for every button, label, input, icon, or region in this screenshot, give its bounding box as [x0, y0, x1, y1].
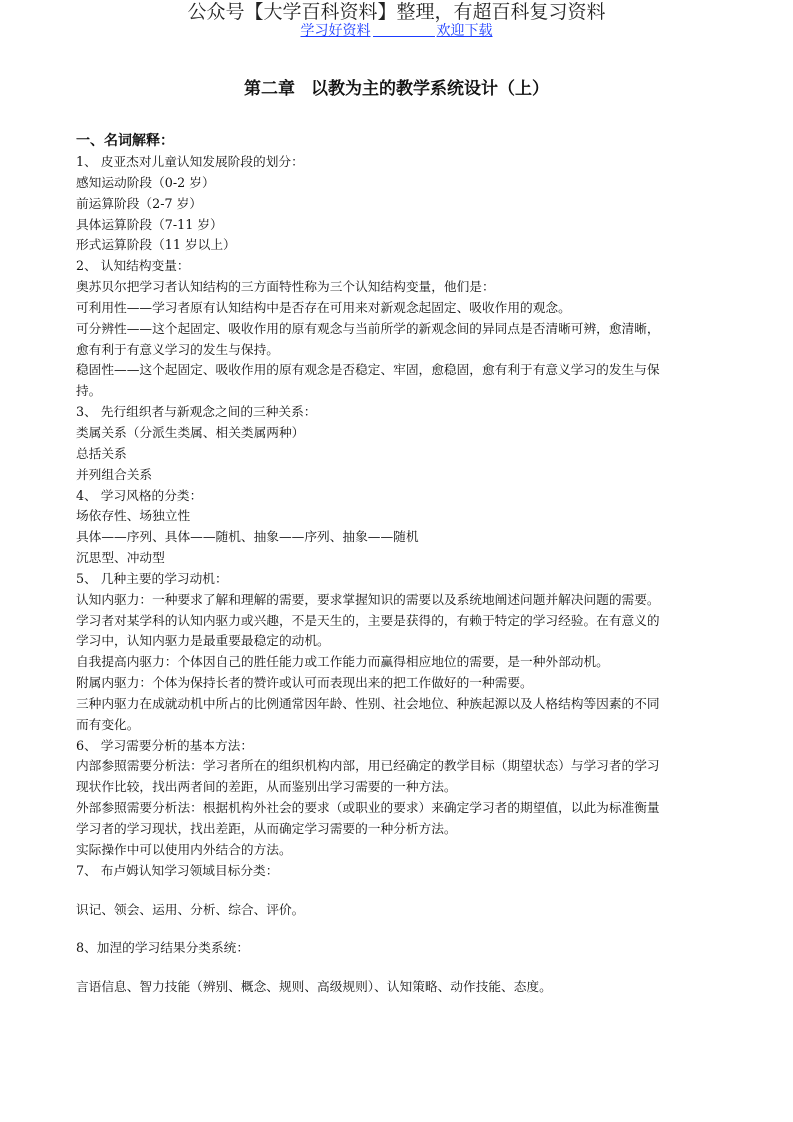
item8-heading: 8、加涅的学习结果分类系统：	[76, 940, 250, 956]
header-banner: 公众号【大学百科资料】整理，有超百科复习资料	[187, 1, 606, 23]
text-line: 外部参照需要分析法：根据机构外社会的要求（或职业的要求）来确定学习者的期望值，以此为标准衡量	[76, 800, 660, 816]
chapter-name: 以教为主的教学系统设计（上）	[311, 79, 549, 99]
text-line: 1、 皮亚杰对儿童认知发展阶段的划分：	[76, 154, 304, 169]
text-line: 具体——序列、具体——随机、抽象——序列、抽象——随机	[76, 529, 419, 545]
text-line: 自我提高内驱力：个体因自己的胜任能力或工作能力而赢得相应地位的需要，是一种外部动机。	[76, 654, 609, 670]
text-line: 类属关系（分派生类属、相关类属两种）	[76, 424, 305, 440]
text-line: 稳固性——这个起固定、吸收作用的原有观念是否稳定、牢固，愈稳固，愈有利于有意义学习的发生与保	[76, 362, 660, 378]
link-underline-gap	[373, 24, 435, 37]
text-line: 三种内驱力在成就动机中所占的比例通常因年龄、性别、社会地位、种族起源以及人格结构等因素的不同	[76, 695, 660, 711]
text-line: 总括关系	[76, 445, 127, 461]
text-line: 6、 学习需要分析的基本方法：	[76, 737, 254, 753]
text-line: 现状作比较，找出两者间的差距，从而鉴别出学习需要的一种方法。	[76, 779, 457, 795]
text-line: 沉思型、冲动型	[76, 550, 165, 566]
text-line: 学习者的学习现状，找出差距，从而确定学习需要的一种分析方法。	[76, 821, 457, 836]
text-line: 可分辨性——这个起固定、吸收作用的原有观念与当前所学的新观念间的异同点是否清晰可辨，愈清晰，	[76, 320, 660, 336]
text-line: 学习中，认知内驱力是最重要最稳定的动机。	[76, 633, 330, 649]
text-line: 奥苏贝尔把学习者认知结构的三方面特性称为三个认知结构变量，他们是：	[76, 279, 495, 295]
text-line: 2、 认知结构变量：	[76, 258, 190, 274]
text-line: 场依存性、场独立性	[76, 508, 191, 524]
chapter-title	[0, 77, 793, 101]
link-welcome-download[interactable]: 欢迎下载	[436, 23, 493, 39]
text-line: 附属内驱力：个体为保持长者的赞许或认可而表现出来的把工作做好的一种需要。	[76, 675, 533, 691]
text-line: 学习者对某学科的认知内驱力或兴趣，不是天生的，主要是获得的，有赖于特定的学习经验。在有意义的	[76, 612, 660, 628]
text-line: 内部参照需要分析法：学习者所在的组织机构内部，用已经确定的教学目标（期望状态）与学习者的学习	[76, 758, 660, 774]
item8-answer: 言语信息、智力技能（辨别、概念、规则、高级规则）、认知策略、动作技能、态度。	[76, 979, 552, 995]
section-heading: 一、名词解释：	[76, 133, 174, 149]
text-line: 7、 布卢姆认知学习领域目标分类：	[76, 862, 279, 878]
text-line: 3、 先行组织者与新观念之间的三种关系：	[76, 404, 317, 420]
text-line: 实际操作中可以使用内外结合的方法。	[76, 841, 292, 857]
header-links	[0, 22, 793, 40]
link-study-materials[interactable]: 学习好资料	[300, 23, 371, 39]
text-line: 4、 学习风格的分类：	[76, 487, 203, 503]
text-line: 形式运算阶段（11 岁以上）	[76, 237, 236, 253]
text-line: 而有变化。	[76, 716, 140, 732]
text-line: 并列组合关系	[76, 466, 153, 482]
text-line: 前运算阶段（2-7 岁）	[76, 195, 202, 211]
chapter-number: 第二章	[244, 79, 295, 99]
document-body	[76, 130, 726, 998]
text-line: 具体运算阶段（7-11 岁）	[76, 216, 223, 232]
body-lines	[76, 152, 726, 882]
item7-answer: 识记、领会、运用、分析、综合、评价。	[76, 901, 305, 917]
text-line: 持。	[76, 383, 102, 399]
text-line: 可利用性——学习者原有认知结构中是否存在可用来对新观念起固定、吸收作用的观念。	[76, 299, 571, 315]
text-line: 愈有利于有意义学习的发生与保持。	[76, 341, 279, 357]
text-line: 认知内驱力：一种要求了解和理解的需要，要求掌握知识的需要以及系统地阐述问题并解决问题的需要。	[76, 591, 660, 607]
text-line: 5、 几种主要的学习动机：	[76, 570, 228, 586]
text-line: 感知运动阶段（0-2 岁）	[76, 174, 215, 190]
